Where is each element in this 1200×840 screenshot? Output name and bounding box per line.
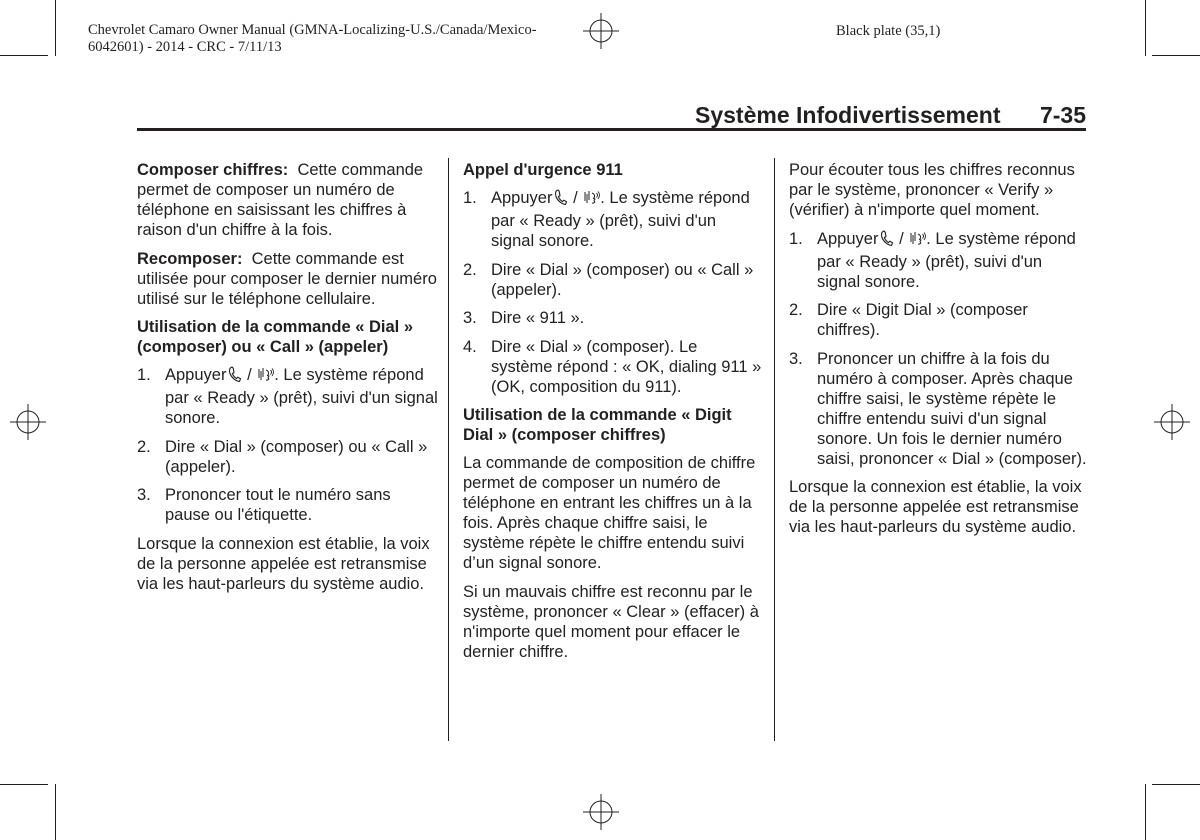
registration-mark-bottom <box>583 794 619 830</box>
step-text: . Le système répond par « Ready » (prêt), suivi d'un signal sonore. <box>491 189 750 250</box>
list-item <box>137 437 439 477</box>
step-text: Dire « Dial » (composer) ou « Call » (appeler). <box>165 437 428 476</box>
step-number: 3. <box>789 349 803 368</box>
crop-mark <box>0 55 48 56</box>
list-item <box>789 300 1089 340</box>
paragraph <box>137 249 439 309</box>
phone-handset-icon <box>228 366 242 388</box>
column-2 <box>463 160 763 670</box>
section-title: Système Infodivertissement <box>695 102 1001 128</box>
column-divider <box>774 158 775 741</box>
running-head <box>690 102 1086 130</box>
crop-mark <box>0 784 48 785</box>
header-rule <box>137 128 1086 131</box>
subheading: Appel d'urgence 911 <box>463 161 623 179</box>
step-number: 2. <box>789 301 803 319</box>
step-text: Prononcer un chiffre à la fois du numéro à composer. Après chaque chiffre saisi, le système répète le chiffre entendu suivi d'un signal sonore. Un fois le dernier numéro saisi, prononcer « Dial » (composer). <box>817 349 1087 468</box>
plate-label: Black plate (35,1) <box>836 23 941 39</box>
phone-handset-icon <box>554 189 568 211</box>
crop-mark <box>1152 784 1200 785</box>
list-item <box>463 337 763 397</box>
step-text: Dire « Dial » (composer) ou « Call » (appeler). <box>491 260 754 299</box>
page-number: 7-35 <box>1039 102 1086 128</box>
icon-separator: / <box>247 366 252 384</box>
crop-mark <box>1152 55 1200 56</box>
paragraph: Lorsque la connexion est établie, la voix de la personne appelée est retransmise via les haut-parleurs du système audio. <box>789 478 1082 536</box>
step-list <box>789 229 1089 469</box>
printer-slug-line1: Chevrolet Camaro Owner Manual (GMNA-Localizing-U.S./Canada/Mexico- <box>88 22 537 38</box>
step-number: 4. <box>463 337 477 356</box>
step-number: 3. <box>137 486 151 504</box>
column-3 <box>789 160 1089 546</box>
step-text: Dire « Digit Dial » (composer chiffres). <box>817 301 1028 339</box>
step-text: Dire « 911 ». <box>491 309 585 327</box>
step-number: 2. <box>463 260 477 279</box>
crop-mark <box>1145 784 1146 840</box>
list-item <box>789 229 1089 292</box>
step-number: 1. <box>137 366 151 384</box>
registration-mark-top <box>583 13 619 49</box>
term-label: Composer chiffres: <box>137 161 289 179</box>
icon-separator: / <box>573 189 578 207</box>
crop-mark <box>55 784 56 840</box>
list-item <box>137 365 439 428</box>
step-text: Appuyer <box>817 229 879 248</box>
step-text: Prononcer tout le numéro sans pause ou l'étiquette. <box>165 486 391 524</box>
step-number: 1. <box>789 229 803 248</box>
step-text: . Le système répond par « Ready » (prêt), suivi d'un signal sonore. <box>817 229 1076 291</box>
icon-separator: / <box>899 229 904 248</box>
registration-mark-right <box>1154 404 1190 440</box>
step-text: Appuyer <box>165 366 227 384</box>
list-item <box>789 349 1089 469</box>
list-item <box>463 188 763 251</box>
step-number: 2. <box>137 437 151 456</box>
phone-handset-icon <box>880 230 894 252</box>
crop-mark <box>55 0 56 56</box>
column-1 <box>137 160 439 602</box>
list-item <box>137 485 439 525</box>
term-description: Cette commande permet de composer un numéro de téléphone en saisissant les chiffres à raison d'un chiffre à la fois. <box>137 161 424 239</box>
registration-mark-left <box>10 404 46 440</box>
printer-slug <box>88 22 628 56</box>
voice-recognition-icon <box>584 189 600 211</box>
step-number: 1. <box>463 189 477 207</box>
printer-slug-line2: 6042601) - 2014 - CRC - 7/11/13 <box>88 39 282 55</box>
paragraph: La commande de composition de chiffre permet de composer un numéro de téléphone en entrant les chiffres un à la fois. Après chaque chiffre saisi, le système répète le chiffre entendu suivi d’un signal sonore. <box>463 454 756 572</box>
voice-recognition-icon <box>258 366 274 388</box>
step-list <box>463 188 763 397</box>
paragraph: Lorsque la connexion est établie, la voix de la personne appelée est retransmise via les haut-parleurs du système audio. <box>137 534 430 593</box>
list-item <box>463 260 763 300</box>
subheading: Utilisation de la commande « Digit Dial » (composer chiffres) <box>463 406 732 444</box>
crop-mark <box>1145 0 1146 56</box>
voice-recognition-icon <box>910 230 926 252</box>
term-description: Cette commande est utilisée pour composer le dernier numéro utilisé sur le téléphone cellulaire. <box>137 249 437 308</box>
step-number: 3. <box>463 309 477 327</box>
term-label: Recomposer: <box>137 249 243 268</box>
step-text: Appuyer <box>491 189 553 207</box>
step-list <box>137 365 439 525</box>
step-text: . Le système répond par « Ready » (prêt), suivi d'un signal sonore. <box>165 366 438 427</box>
paragraph: Si un mauvais chiffre est reconnu par le système, prononcer « Clear » (effacer) à n'importe quel moment pour effacer le dernier chiffre. <box>463 582 759 661</box>
list-item <box>463 308 763 328</box>
step-text: Dire « Dial » (composer). Le système répond : « OK, dialing 911 » (OK, composition du 911). <box>491 337 762 396</box>
column-divider <box>448 158 449 741</box>
paragraph: Pour écouter tous les chiffres reconnus par le système, prononcer « Verify » (vérifier) à n'importe quel moment. <box>789 161 1075 219</box>
paragraph <box>137 160 439 240</box>
subheading: Utilisation de la commande « Dial » (composer) ou « Call » (appeler) <box>137 318 413 356</box>
